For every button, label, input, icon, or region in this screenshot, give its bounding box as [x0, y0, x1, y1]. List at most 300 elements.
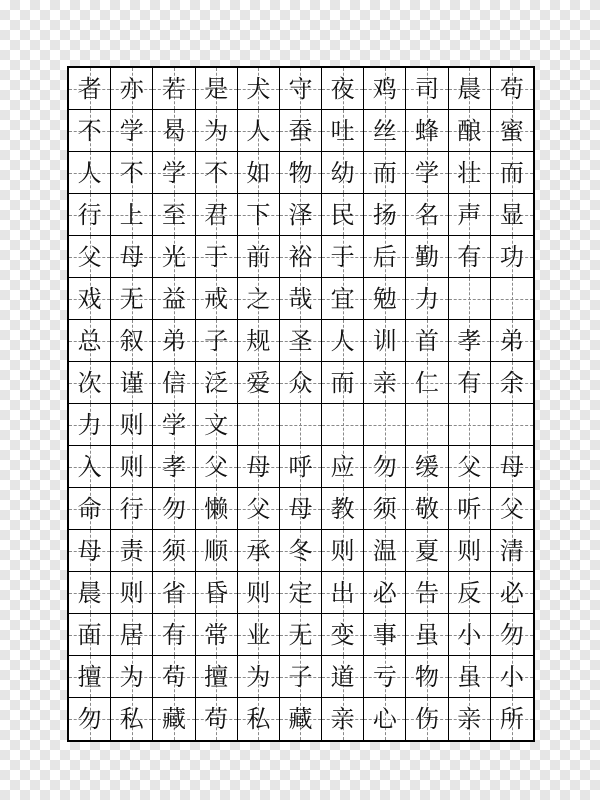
character: 亦 — [119, 74, 144, 103]
grid-cell — [280, 572, 322, 614]
character: 则 — [246, 578, 271, 607]
character: 鸡 — [372, 74, 397, 103]
grid-cell — [449, 362, 491, 404]
character: 擅 — [204, 662, 229, 691]
character: 亲 — [330, 705, 355, 733]
grid-cell — [449, 488, 491, 530]
character: 声 — [457, 200, 482, 229]
grid-cell — [322, 488, 364, 530]
character: 夜 — [330, 74, 355, 103]
grid-cell — [364, 110, 406, 152]
character: 则 — [119, 452, 144, 481]
grid-cell — [322, 530, 364, 572]
grid-cell — [238, 320, 280, 362]
grid-cell — [280, 278, 322, 320]
character: 学 — [161, 410, 186, 439]
character: 伤 — [415, 705, 440, 733]
character: 而 — [330, 368, 355, 397]
grid-cell — [406, 110, 448, 152]
character: 无 — [119, 284, 144, 313]
grid-cell — [322, 152, 364, 194]
character: 夏 — [415, 536, 440, 565]
character: 光 — [161, 242, 186, 271]
character: 戒 — [204, 284, 229, 313]
character: 犬 — [246, 74, 271, 103]
character: 训 — [372, 326, 397, 355]
grid-cell — [196, 110, 238, 152]
character: 丝 — [372, 116, 397, 145]
character: 孝 — [457, 326, 482, 355]
grid-cell — [491, 152, 533, 194]
grid-cell — [280, 68, 322, 110]
character: 道 — [330, 662, 355, 691]
grid-cell — [491, 698, 533, 740]
grid-cell — [238, 488, 280, 530]
grid-cell — [491, 572, 533, 614]
character: 苟 — [204, 705, 229, 733]
character: 子 — [204, 326, 229, 355]
character: 人 — [77, 158, 102, 187]
character: 母 — [499, 452, 524, 481]
character: 私 — [119, 705, 144, 733]
character: 亲 — [372, 368, 397, 397]
character: 则 — [119, 410, 144, 439]
character: 泽 — [288, 200, 313, 229]
character: 晨 — [457, 74, 482, 103]
grid-cell — [406, 446, 448, 488]
character: 显 — [499, 200, 524, 229]
grid-cell — [406, 656, 448, 698]
character: 责 — [119, 536, 144, 565]
grid-cell — [491, 320, 533, 362]
character: 命 — [77, 494, 102, 523]
character: 小 — [499, 662, 524, 691]
character: 守 — [288, 74, 313, 103]
grid-cell — [111, 698, 153, 740]
grid-cell — [196, 446, 238, 488]
character: 叙 — [119, 326, 144, 355]
grid-cell — [280, 488, 322, 530]
grid-cell — [364, 446, 406, 488]
character: 业 — [246, 620, 271, 649]
grid-cell — [322, 362, 364, 404]
grid-cell — [280, 614, 322, 656]
character: 所 — [499, 705, 524, 733]
grid-cell — [280, 404, 322, 446]
character: 冬 — [288, 536, 313, 565]
grid-cell — [491, 362, 533, 404]
character: 而 — [499, 158, 524, 187]
grid-cell — [364, 698, 406, 740]
grid-cell — [196, 488, 238, 530]
grid-cell — [449, 110, 491, 152]
character: 文 — [204, 410, 229, 439]
character: 省 — [161, 578, 186, 607]
grid-cell — [69, 68, 111, 110]
grid-cell — [322, 446, 364, 488]
character: 则 — [330, 536, 355, 565]
grid-cell — [364, 278, 406, 320]
grid-cell — [406, 404, 448, 446]
character: 勤 — [415, 242, 440, 271]
character: 功 — [499, 242, 524, 271]
character: 者 — [77, 74, 102, 103]
character: 至 — [161, 200, 186, 229]
grid-cell — [111, 614, 153, 656]
character: 心 — [372, 705, 397, 733]
character: 行 — [119, 494, 144, 523]
grid-cell — [111, 236, 153, 278]
character: 苟 — [161, 662, 186, 691]
grid-cell — [491, 488, 533, 530]
grid-cell — [406, 572, 448, 614]
character: 私 — [246, 705, 271, 733]
grid-cell — [280, 320, 322, 362]
grid-cell — [69, 194, 111, 236]
character: 承 — [246, 536, 271, 565]
character: 无 — [288, 620, 313, 649]
grid-cell — [153, 320, 195, 362]
grid-cell — [111, 362, 153, 404]
character: 于 — [330, 242, 355, 271]
grid-cell — [449, 698, 491, 740]
character: 民 — [330, 200, 355, 229]
character: 则 — [457, 536, 482, 565]
grid-cell — [491, 194, 533, 236]
character: 名 — [415, 200, 440, 229]
grid-cell — [69, 110, 111, 152]
character: 众 — [288, 368, 313, 397]
grid-cell — [238, 656, 280, 698]
character: 藏 — [288, 705, 313, 733]
grid-cell — [111, 656, 153, 698]
grid-cell — [406, 530, 448, 572]
character: 父 — [204, 452, 229, 481]
grid-cell — [364, 152, 406, 194]
character: 益 — [161, 284, 186, 313]
character: 力 — [77, 410, 102, 439]
grid-cell — [449, 68, 491, 110]
character: 为 — [119, 662, 144, 691]
grid-cell — [322, 698, 364, 740]
grid-cell — [449, 320, 491, 362]
grid-cell — [406, 698, 448, 740]
grid-cell — [280, 530, 322, 572]
character: 苟 — [499, 74, 524, 103]
grid-cell — [196, 68, 238, 110]
character: 昏 — [204, 578, 229, 607]
character: 曷 — [161, 116, 186, 145]
character: 壮 — [457, 158, 482, 187]
grid-cell — [491, 614, 533, 656]
grid-cell — [69, 614, 111, 656]
character: 子 — [288, 662, 313, 691]
character: 清 — [499, 536, 524, 565]
character: 人 — [246, 116, 271, 145]
grid-cell — [111, 404, 153, 446]
grid-cell — [322, 572, 364, 614]
grid-cell — [111, 488, 153, 530]
grid-cell — [449, 236, 491, 278]
grid-cell — [196, 278, 238, 320]
character: 有 — [457, 368, 482, 397]
grid-cell — [238, 404, 280, 446]
character: 酿 — [457, 116, 482, 145]
grid-cell — [238, 572, 280, 614]
character: 为 — [204, 116, 229, 145]
grid-cell — [153, 194, 195, 236]
character: 必 — [499, 578, 524, 607]
character: 弟 — [161, 326, 186, 355]
character: 学 — [161, 158, 186, 187]
character: 父 — [457, 452, 482, 481]
character: 母 — [77, 536, 102, 565]
grid-cell — [153, 614, 195, 656]
grid-cell — [153, 404, 195, 446]
grid-cell — [449, 278, 491, 320]
grid-cell — [196, 320, 238, 362]
grid-cell — [322, 194, 364, 236]
grid-cell — [238, 446, 280, 488]
grid-cell — [111, 278, 153, 320]
grid-cell — [153, 572, 195, 614]
grid-cell — [238, 68, 280, 110]
grid-cell — [69, 236, 111, 278]
grid-cell — [280, 194, 322, 236]
grid-cell — [153, 152, 195, 194]
character: 听 — [457, 494, 482, 523]
character: 晨 — [77, 578, 102, 607]
grid-cell — [491, 656, 533, 698]
character: 父 — [499, 494, 524, 523]
grid-cell — [491, 446, 533, 488]
character: 母 — [246, 452, 271, 481]
character: 人 — [330, 326, 355, 355]
grid-cell — [153, 488, 195, 530]
character: 勿 — [77, 705, 102, 733]
character: 必 — [372, 578, 397, 607]
character: 若 — [161, 74, 186, 103]
grid-cell — [153, 530, 195, 572]
grid-cell — [406, 236, 448, 278]
grid-cell — [280, 236, 322, 278]
grid-cell — [406, 278, 448, 320]
grid-cell — [322, 236, 364, 278]
grid-cell — [69, 488, 111, 530]
grid-cell — [406, 194, 448, 236]
grid-cell — [238, 236, 280, 278]
grid-cell — [449, 194, 491, 236]
character: 次 — [77, 368, 102, 397]
grid-cell — [364, 530, 406, 572]
grid-cell — [364, 656, 406, 698]
grid-cell — [322, 68, 364, 110]
grid-cell — [69, 404, 111, 446]
grid-cell — [196, 362, 238, 404]
grid-cell — [364, 68, 406, 110]
character: 不 — [119, 158, 144, 187]
character: 母 — [288, 494, 313, 523]
grid-cell — [153, 698, 195, 740]
grid-cell — [238, 362, 280, 404]
grid-cell — [69, 656, 111, 698]
grid-cell — [153, 68, 195, 110]
character: 亲 — [457, 705, 482, 733]
grid-cell — [364, 488, 406, 530]
grid-cell — [153, 110, 195, 152]
grid-cell — [364, 362, 406, 404]
character: 宜 — [330, 284, 355, 313]
grid-cell — [111, 320, 153, 362]
grid-cell — [491, 110, 533, 152]
grid-cell — [196, 614, 238, 656]
character: 蚕 — [288, 116, 313, 145]
character: 上 — [119, 200, 144, 229]
grid-cell — [196, 152, 238, 194]
grid-cell — [69, 572, 111, 614]
character: 幼 — [330, 158, 355, 187]
character: 温 — [372, 536, 397, 565]
character: 擅 — [77, 662, 102, 691]
character: 弟 — [499, 326, 524, 355]
character: 藏 — [161, 705, 186, 733]
grid-cell — [491, 68, 533, 110]
character: 虽 — [415, 620, 440, 649]
character: 变 — [330, 620, 355, 649]
grid-cell — [153, 362, 195, 404]
character: 司 — [415, 74, 440, 103]
character: 父 — [77, 242, 102, 271]
character: 须 — [372, 494, 397, 523]
grid-cell — [364, 572, 406, 614]
character: 勿 — [372, 452, 397, 481]
character: 敬 — [415, 494, 440, 523]
character: 规 — [246, 326, 271, 355]
character: 泛 — [204, 368, 229, 397]
grid-cell — [69, 530, 111, 572]
grid-cell — [280, 446, 322, 488]
grid-cell — [449, 152, 491, 194]
character: 裕 — [288, 242, 313, 271]
character: 缓 — [415, 452, 440, 481]
character: 总 — [77, 326, 102, 355]
character: 懒 — [204, 494, 229, 523]
character: 后 — [372, 242, 397, 271]
grid-cell — [238, 152, 280, 194]
character: 勿 — [499, 620, 524, 649]
copybook-grid — [67, 66, 535, 742]
character: 前 — [246, 242, 271, 271]
character: 谨 — [119, 368, 144, 397]
grid-cell — [196, 404, 238, 446]
character: 之 — [246, 284, 271, 313]
grid-cell — [69, 278, 111, 320]
character: 学 — [119, 116, 144, 145]
character: 告 — [415, 578, 440, 607]
character: 母 — [119, 242, 144, 271]
character: 虽 — [457, 662, 482, 691]
grid-cell — [491, 404, 533, 446]
grid-cell — [153, 656, 195, 698]
grid-cell — [491, 236, 533, 278]
grid-cell — [111, 572, 153, 614]
grid-cell — [406, 614, 448, 656]
grid-cell — [196, 530, 238, 572]
character: 亏 — [372, 662, 397, 691]
grid-cell — [111, 446, 153, 488]
character: 出 — [330, 578, 355, 607]
grid-cell — [69, 152, 111, 194]
character: 君 — [204, 200, 229, 229]
grid-cell — [238, 278, 280, 320]
character: 首 — [415, 326, 440, 355]
character: 入 — [77, 452, 102, 481]
grid-cell — [111, 68, 153, 110]
character: 不 — [77, 116, 102, 145]
character: 则 — [119, 578, 144, 607]
character: 面 — [77, 620, 102, 649]
character: 扬 — [372, 200, 397, 229]
character: 小 — [457, 620, 482, 649]
grid-cell — [406, 320, 448, 362]
character: 戏 — [77, 284, 102, 313]
grid-cell — [449, 572, 491, 614]
grid-cell — [491, 278, 533, 320]
character: 物 — [288, 158, 313, 187]
grid-cell — [449, 614, 491, 656]
grid-cell — [280, 152, 322, 194]
character: 圣 — [288, 326, 313, 355]
character: 哉 — [288, 284, 313, 313]
character: 吐 — [330, 116, 355, 145]
grid-cell — [322, 404, 364, 446]
grid-cell — [406, 152, 448, 194]
grid-cell — [280, 110, 322, 152]
grid-cell — [238, 530, 280, 572]
grid-cell — [196, 194, 238, 236]
grid-cell — [406, 488, 448, 530]
grid-cell — [491, 530, 533, 572]
grid-cell — [153, 236, 195, 278]
grid-cell — [364, 236, 406, 278]
character: 为 — [246, 662, 271, 691]
grid-cell — [69, 362, 111, 404]
character: 如 — [246, 158, 271, 187]
grid-cell — [364, 320, 406, 362]
character: 反 — [457, 578, 482, 607]
grid-cell — [196, 656, 238, 698]
grid-cell — [322, 110, 364, 152]
grid-cell — [449, 530, 491, 572]
character: 有 — [457, 242, 482, 271]
grid-cell — [111, 530, 153, 572]
character: 于 — [204, 242, 229, 271]
character: 物 — [415, 662, 440, 691]
grid-cell — [406, 362, 448, 404]
character: 应 — [330, 452, 355, 481]
grid-cell — [280, 656, 322, 698]
grid-cell — [238, 614, 280, 656]
character: 不 — [204, 158, 229, 187]
grid-cell — [111, 152, 153, 194]
grid-cell — [280, 698, 322, 740]
character: 是 — [204, 74, 229, 103]
character: 呼 — [288, 452, 313, 481]
character: 勿 — [161, 494, 186, 523]
character: 教 — [330, 494, 355, 523]
grid-cell — [69, 446, 111, 488]
character: 仁 — [415, 368, 440, 397]
